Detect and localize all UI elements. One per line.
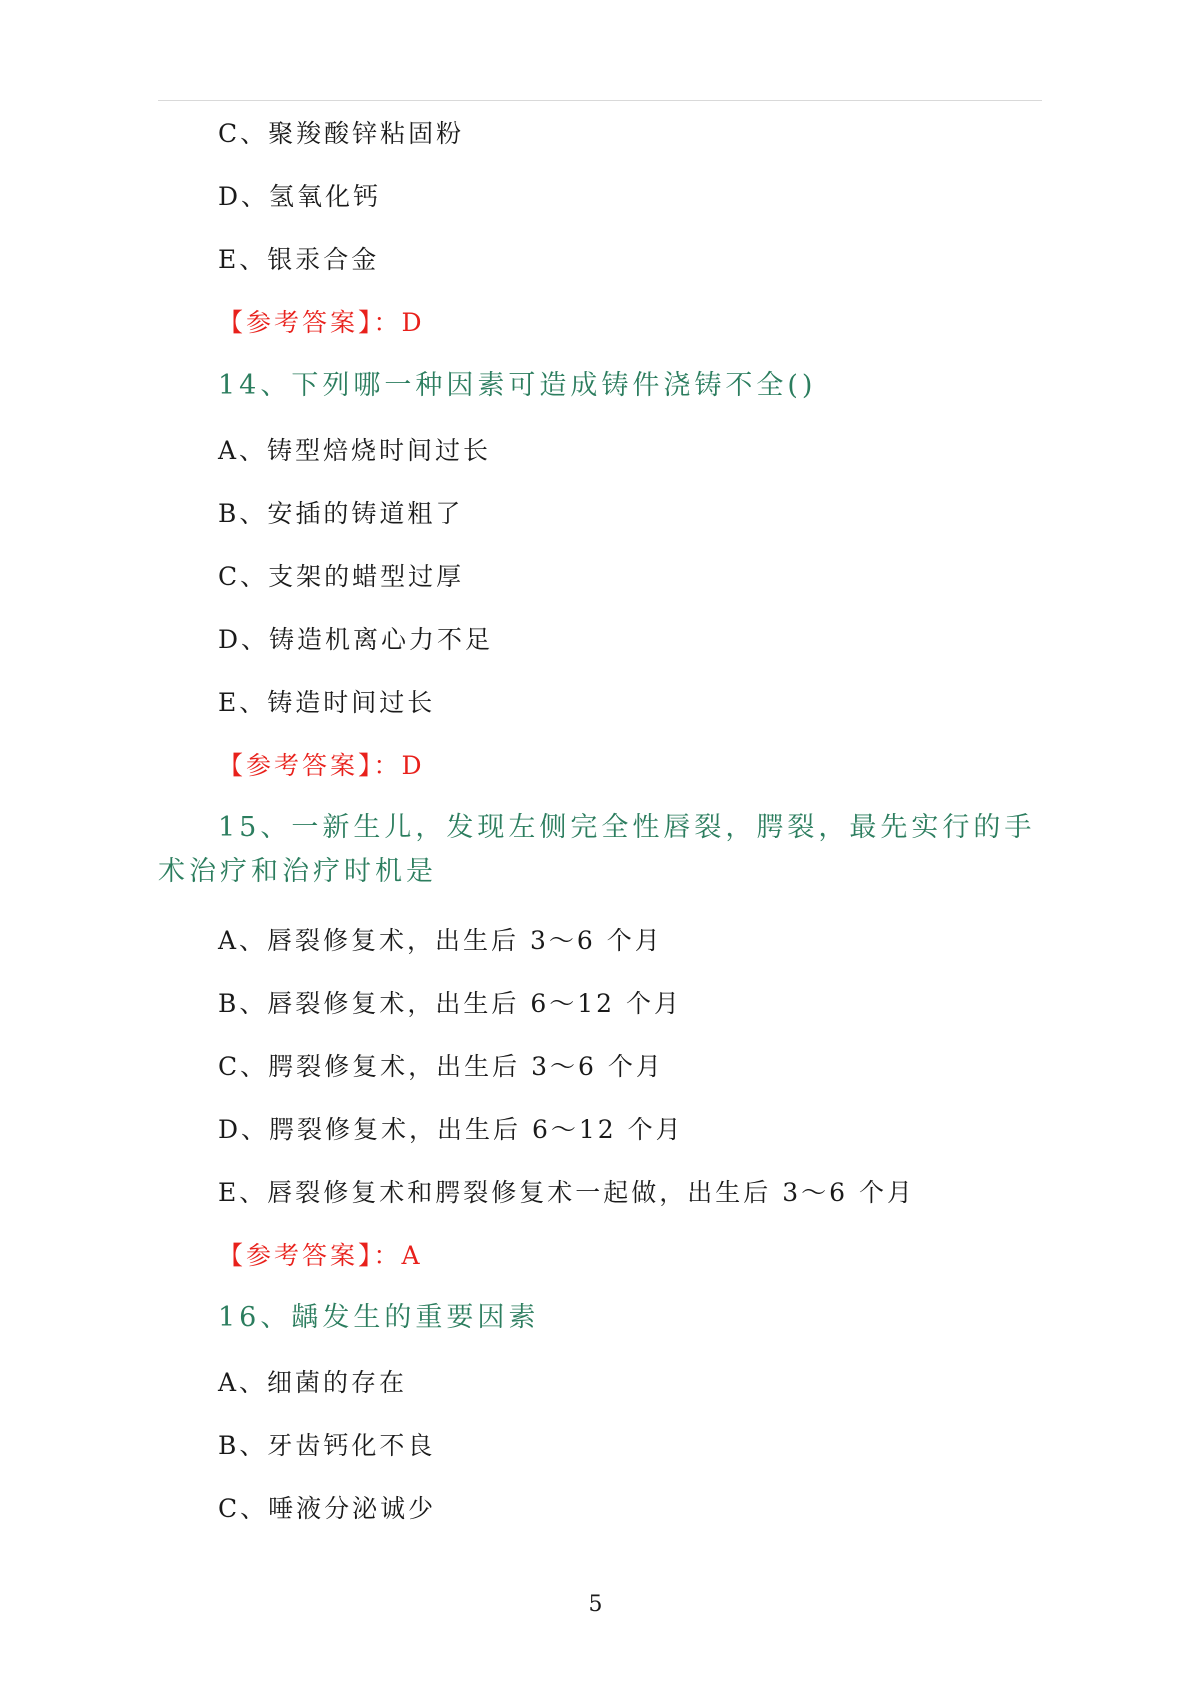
answer-label: 【参考答案】：: [218, 1241, 402, 1270]
option-15-b: B、唇裂修复术，出生后 6～12 个月: [218, 989, 682, 1018]
option-14-a: A、铸型焙烧时间过长: [218, 436, 492, 465]
answer-value: A: [401, 1241, 423, 1270]
option-prev-c: C、聚羧酸锌粘固粉: [218, 119, 465, 148]
option-14-c: C、支架的蜡型过厚: [218, 562, 465, 591]
option-15-d: D、腭裂修复术，出生后 6～12 个月: [218, 1115, 684, 1144]
option-16-a: A、细菌的存在: [218, 1368, 408, 1397]
answer-label: 【参考答案】：: [218, 308, 402, 337]
question-14: 14、下列哪一种因素可造成铸件浇铸不全(): [218, 370, 817, 401]
answer-value: D: [401, 751, 425, 780]
answer-label: 【参考答案】：: [218, 751, 402, 780]
option-14-b: B、安插的铸道粗了: [218, 499, 464, 528]
answer-value: D: [401, 308, 425, 337]
page-number: 5: [588, 1592, 603, 1617]
answer-15: [218, 1239, 423, 1273]
option-15-c: C、腭裂修复术，出生后 3～6 个月: [218, 1052, 664, 1081]
option-prev-d: D、氢氧化钙: [218, 182, 382, 211]
option-14-d: D、铸造机离心力不足: [218, 625, 494, 654]
answer-prev: [218, 306, 425, 340]
question-16: 16、龋发生的重要因素: [218, 1302, 540, 1333]
answer-14: [218, 749, 425, 783]
option-prev-e: E、银汞合金: [218, 245, 380, 274]
option-16-c: C、唾液分泌诚少: [218, 1494, 437, 1523]
header-rule: [158, 100, 1042, 101]
option-15-a: A、唇裂修复术，出生后 3～6 个月: [218, 926, 663, 955]
option-15-e: E、唇裂修复术和腭裂修复术一起做，出生后 3～6 个月: [218, 1178, 915, 1207]
question-15: 15、一新生儿，发现左侧完全性唇裂，腭裂，最先实行的手术治疗和治疗时机是: [158, 812, 1036, 887]
option-16-b: B、牙齿钙化不良: [218, 1431, 436, 1460]
option-14-e: E、铸造时间过长: [218, 688, 436, 717]
